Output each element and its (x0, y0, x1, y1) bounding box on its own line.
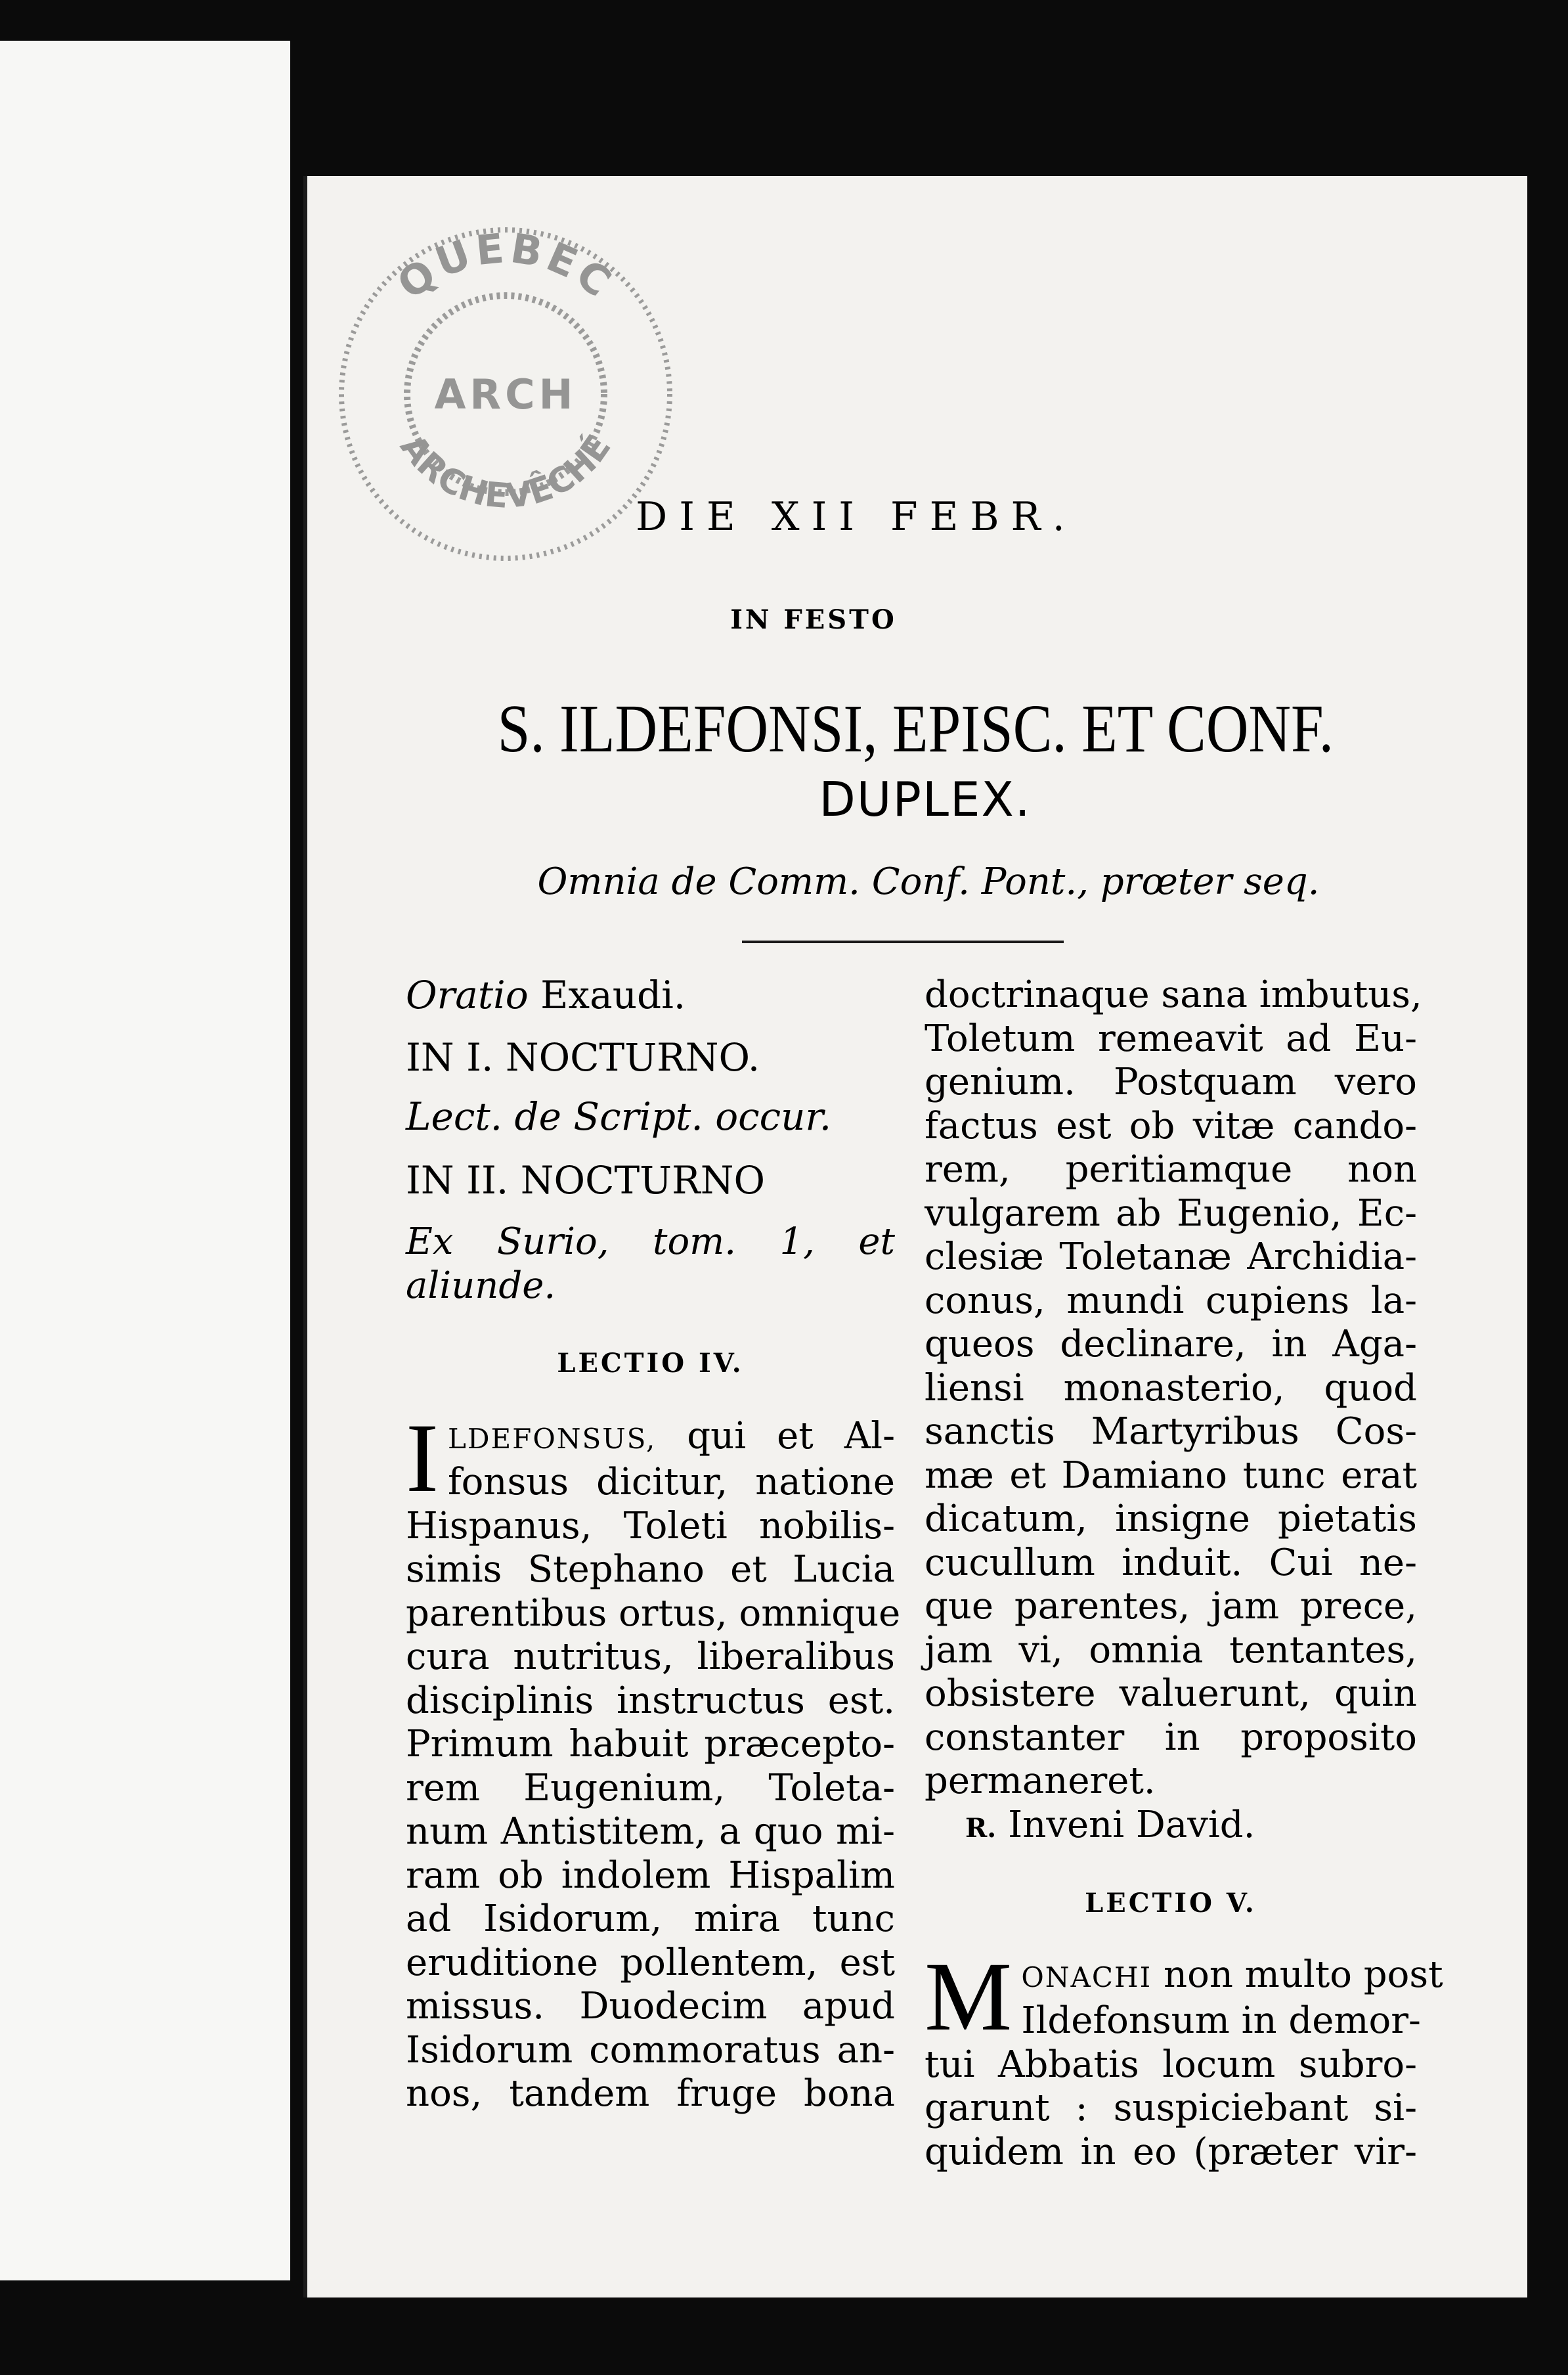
text-line: garunt : suspiciebant si- (925, 2087, 1417, 2129)
text-line: parentibus ortus, omnique (406, 1591, 901, 1635)
text-line: cura nutritus, liberalibus (406, 1635, 895, 1678)
text-line: constanter in proposito (925, 1716, 1417, 1759)
text-line: quidem in eo (præter vir- (925, 2130, 1417, 2173)
text-line: Toletum remeavit ad Eu- (925, 1017, 1417, 1060)
text-line: ram ob indolem Hispalim (406, 1853, 895, 1897)
text-line: genium. Postquam vero (925, 1061, 1417, 1103)
text-line: fonsus dicitur, natione (447, 1461, 895, 1503)
text-line: disciplinis instructus est. (406, 1679, 895, 1722)
responsory-mark: R. (965, 1812, 997, 1844)
text-line: conus, mundi cupiens la- (925, 1279, 1417, 1322)
text-line: factus est ob vitæ cando- (925, 1104, 1417, 1147)
text-line: simis Stephano et Lucia (406, 1548, 895, 1591)
nocturn-1-heading: IN I. NOCTURNO. (406, 1034, 760, 1080)
text-line: Ildefonsum in demor- (1021, 1999, 1421, 2042)
source-line: Ex Surio, tom. 1, et (406, 1220, 895, 1263)
text-line: rem, peritiamque non (925, 1148, 1417, 1191)
source-line-2: aliunde. (406, 1264, 556, 1307)
divider-rule (742, 941, 1064, 943)
lectio-4-heading: LECTIO IV. (557, 1348, 744, 1379)
text-line: clesiæ Toletanæ Archidia- (925, 1235, 1417, 1278)
feast-date: DIE XII FEBR. (636, 494, 1077, 540)
lectio-5-heading: LECTIO V. (1085, 1888, 1257, 1919)
text-line: num Antistitem, a quo mi- (406, 1810, 895, 1853)
text-line: Hispanus, Toleti nobilis- (406, 1504, 895, 1547)
oratio-text: Exaudi. (528, 973, 686, 1017)
stamp-outer-text: QUEBEC (388, 223, 624, 309)
text-line: missus. Duodecim apud (406, 1985, 895, 2028)
rubric-line: Omnia de Comm. Conf. Pont., prœter seq. (537, 860, 1320, 903)
text-line: jam vi, omnia tentantes, (925, 1628, 1417, 1672)
text-line: Isidorum commoratus an- (406, 2028, 895, 2072)
drop-cap: M (925, 1942, 1013, 2051)
text-line: nos, tandem fruge bona (406, 2072, 895, 2115)
lectio-5-body (925, 1942, 1443, 2175)
text-line: cucullum induit. Cui ne- (925, 1541, 1417, 1584)
text-line: ONACHI non multo post (1021, 1953, 1443, 1996)
stamp-inner-text: ARCH (434, 370, 577, 418)
text-line: mæ et Damiano tunc erat (925, 1454, 1417, 1497)
nocturn-2-heading: IN II. NOCTURNO (406, 1157, 766, 1203)
text-line: dicatum, insigne pietatis (925, 1498, 1417, 1540)
text-line: doctrinaque sana imbutus, (925, 973, 1422, 1016)
lect-script-rubric: Lect. de Script. occur. (406, 1094, 832, 1139)
text-line: que parentes, jam prece, (925, 1585, 1417, 1628)
adjacent-page-edge (0, 41, 290, 2280)
lectio-4-body (406, 1403, 901, 2116)
text-line: permaneret. (925, 1760, 1156, 1802)
text-line: ad Isidorum, mira tunc (406, 1898, 895, 1940)
stamp-outer-text-2: ARCHEVÊCHÉ (392, 428, 619, 517)
text-line: liensi monasterio, quod (925, 1366, 1417, 1409)
in-festo-label: IN FESTO (730, 604, 897, 635)
left-column (406, 973, 901, 2116)
drop-cap: I (406, 1403, 439, 1513)
text-line: eruditione pollentem, est (406, 1941, 895, 1984)
text-line: tui Abbatis locum subro- (925, 2043, 1417, 2086)
saint-title: S. ILDEFONSI, EPISC. ET CONF. (497, 691, 1334, 766)
text-line: sanctis Martyribus Cos- (925, 1410, 1417, 1453)
text-line: vulgarem ab Eugenio, Ec- (925, 1191, 1417, 1235)
responsory-line (925, 1804, 1417, 1851)
right-column (925, 973, 1443, 2174)
feast-rank: DUPLEX. (819, 772, 1032, 827)
text-line: Primum habuit præcepto- (406, 1723, 895, 1765)
text-line: queos declinare, in Aga- (925, 1323, 1417, 1365)
text-line: LDEFONSUS, qui et Al- (447, 1414, 895, 1457)
oratio-label: Oratio (406, 973, 529, 1017)
responsory-text: Inveni David. (1008, 1803, 1255, 1846)
oratio-line (406, 973, 895, 1017)
text-line: rem Eugenium, Toleta- (406, 1766, 895, 1809)
text-line: obsistere valuerunt, quin (925, 1672, 1417, 1715)
